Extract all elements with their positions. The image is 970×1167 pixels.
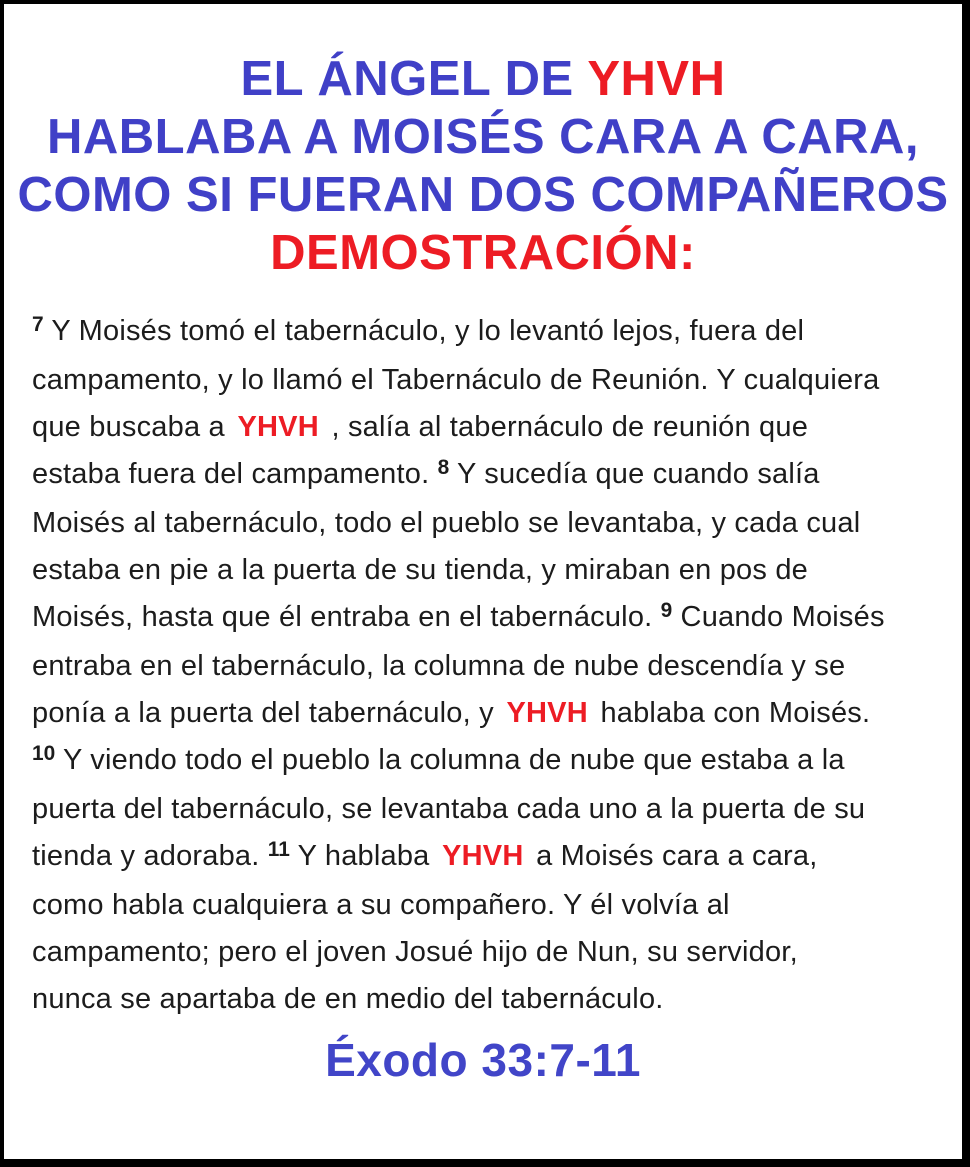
scripture-text: campamento, y lo llamó el Tabernáculo de Reunión. Y cualquiera (32, 364, 880, 396)
scripture-text: hablaba con Moisés. (592, 697, 871, 729)
verse-number: 8 (437, 456, 450, 480)
scripture-text: Moisés, hasta que él entraba en el tabernáculo. (32, 601, 661, 633)
title-line-1-blue-text: EL ÁNGEL DE (240, 52, 574, 106)
scripture-paragraph (32, 308, 954, 1023)
scripture-text: campamento; pero el joven Josué hijo de Nun, su servidor, (32, 936, 798, 968)
yhvh-highlight: YHVH (506, 697, 588, 729)
verse-number: 11 (267, 838, 290, 862)
scripture-text: ponía a la puerta del tabernáculo, y (32, 697, 503, 729)
scripture-text: puerta del tabernáculo, se levantaba cada uno a la puerta de su (32, 793, 866, 825)
verse-number: 9 (660, 599, 673, 623)
scripture-text: como habla cualquiera a su compañero. Y él volvía al (32, 889, 730, 921)
yhvh-highlight: YHVH (237, 411, 319, 443)
yhvh-highlight: YHVH (442, 840, 524, 872)
scripture-text: Y hablaba (289, 840, 438, 872)
title-line-1 (4, 50, 962, 108)
scripture-text: entraba en el tabernáculo, la columna de nube descendía y se (32, 650, 846, 682)
title-line-3: COMO SI FUERAN DOS COMPAÑEROS (17, 168, 949, 222)
title-yhvh-highlight: YHVH (587, 52, 726, 106)
title-block (4, 4, 962, 282)
verse-number: 10 (32, 742, 56, 766)
scripture-text: que buscaba a (32, 411, 234, 443)
verse-number: 7 (32, 313, 44, 337)
scripture-text: Moisés al tabernáculo, todo el pueblo se levantaba, y cada cual (32, 507, 861, 539)
scripture-text: Cuando Moisés (672, 601, 885, 633)
title-line-2: HABLABA A MOISÉS CARA A CARA, (47, 110, 919, 164)
title-line-demostracion: DEMOSTRACIÓN: (270, 226, 696, 280)
scripture-text: nunca se apartaba de en medio del tabernáculo. (32, 983, 664, 1015)
scripture-text: Y sucedía que cuando salía (449, 458, 820, 490)
scripture-text: estaba en pie a la puerta de su tienda, y miraban en pos de (32, 554, 808, 586)
verse-reference: Éxodo 33:7-11 (325, 1034, 641, 1086)
scripture-text: , salía al tabernáculo de reunión que (323, 411, 809, 443)
scripture-text: estaba fuera del campamento. (32, 458, 438, 490)
scripture-text: Y viendo todo el pueblo la columna de nube que estaba a la (55, 744, 845, 776)
scripture-text: tienda y adoraba. (32, 840, 268, 872)
scripture-text: a Moisés cara a cara, (527, 840, 818, 872)
scripture-text: Y Moisés tomó el tabernáculo, y lo levantó lejos, fuera del (43, 315, 805, 347)
